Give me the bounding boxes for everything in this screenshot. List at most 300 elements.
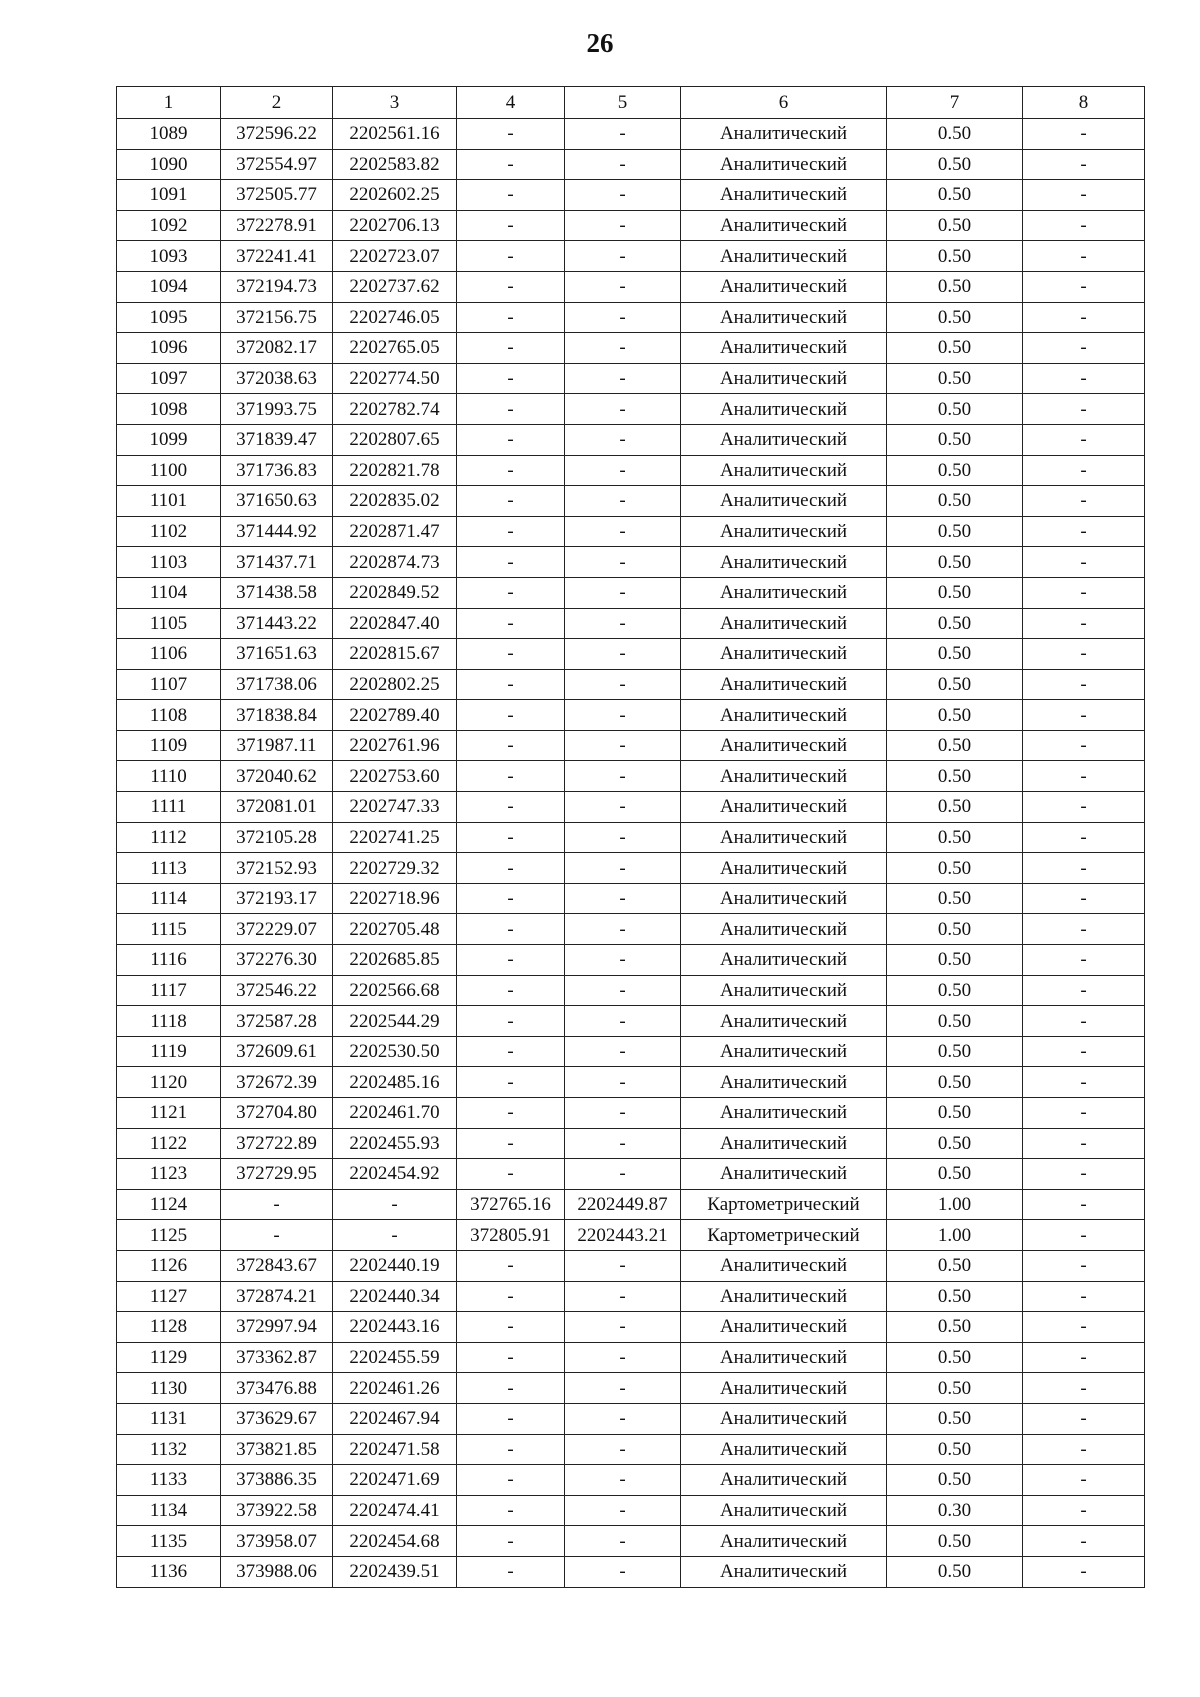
table-cell: 1126 bbox=[117, 1250, 221, 1281]
table-row bbox=[117, 1189, 1145, 1220]
table-cell: 2202544.29 bbox=[333, 1006, 457, 1037]
table-cell: 1127 bbox=[117, 1281, 221, 1312]
table-cell: - bbox=[221, 1220, 333, 1251]
table-cell: - bbox=[457, 486, 565, 517]
table-cell: - bbox=[457, 424, 565, 455]
table-cell: 2202847.40 bbox=[333, 608, 457, 639]
table-cell: - bbox=[565, 577, 681, 608]
table-cell: - bbox=[565, 792, 681, 823]
table-cell: 372505.77 bbox=[221, 180, 333, 211]
table-cell: 0.50 bbox=[887, 455, 1023, 486]
table-cell: 1133 bbox=[117, 1465, 221, 1496]
table-cell: 0.50 bbox=[887, 1403, 1023, 1434]
table-cell: 0.50 bbox=[887, 271, 1023, 302]
table-cell: - bbox=[565, 822, 681, 853]
table-row bbox=[117, 853, 1145, 884]
table-cell: - bbox=[457, 271, 565, 302]
table-cell: - bbox=[565, 1159, 681, 1190]
table-cell: - bbox=[457, 363, 565, 394]
table-cell: - bbox=[457, 149, 565, 180]
table-cell: 2202871.47 bbox=[333, 516, 457, 547]
table-cell: 1131 bbox=[117, 1403, 221, 1434]
table-cell: - bbox=[565, 1434, 681, 1465]
table-row bbox=[117, 1465, 1145, 1496]
table-row bbox=[117, 1006, 1145, 1037]
table-row bbox=[117, 1250, 1145, 1281]
table-cell: 0.50 bbox=[887, 1036, 1023, 1067]
table-cell: 372546.22 bbox=[221, 975, 333, 1006]
table-cell: 2202454.68 bbox=[333, 1526, 457, 1557]
table-cell: 1112 bbox=[117, 822, 221, 853]
table-cell: 2202443.21 bbox=[565, 1220, 681, 1251]
table-cell: 1094 bbox=[117, 271, 221, 302]
table-cell: Аналитический bbox=[681, 1434, 887, 1465]
table-cell: - bbox=[1023, 1526, 1145, 1557]
table-cell: 0.50 bbox=[887, 1526, 1023, 1557]
table-cell: 2202753.60 bbox=[333, 761, 457, 792]
table-cell: Аналитический bbox=[681, 822, 887, 853]
table-cell: - bbox=[457, 1067, 565, 1098]
table-cell: - bbox=[457, 761, 565, 792]
table-cell: 2202461.26 bbox=[333, 1373, 457, 1404]
table-cell: 371444.92 bbox=[221, 516, 333, 547]
table-cell: - bbox=[1023, 853, 1145, 884]
table-cell: - bbox=[457, 516, 565, 547]
table-row bbox=[117, 669, 1145, 700]
table-cell: - bbox=[457, 1556, 565, 1587]
table-cell: - bbox=[565, 1403, 681, 1434]
table-cell: - bbox=[565, 302, 681, 333]
table-cell: Аналитический bbox=[681, 486, 887, 517]
table-cell: 2202602.25 bbox=[333, 180, 457, 211]
table-cell: Аналитический bbox=[681, 455, 887, 486]
table-cell: 372587.28 bbox=[221, 1006, 333, 1037]
column-header: 2 bbox=[221, 87, 333, 119]
table-cell: - bbox=[457, 333, 565, 364]
table-row bbox=[117, 1556, 1145, 1587]
table-cell: 373988.06 bbox=[221, 1556, 333, 1587]
table-cell: Аналитический bbox=[681, 914, 887, 945]
table-cell: 0.50 bbox=[887, 1159, 1023, 1190]
table-cell: - bbox=[457, 241, 565, 272]
table-cell: 2202561.16 bbox=[333, 119, 457, 150]
table-cell: - bbox=[457, 700, 565, 731]
table-cell: - bbox=[565, 119, 681, 150]
table-cell: 1136 bbox=[117, 1556, 221, 1587]
table-cell: 0.50 bbox=[887, 241, 1023, 272]
table-cell: - bbox=[1023, 486, 1145, 517]
table-cell: - bbox=[1023, 333, 1145, 364]
table-row bbox=[117, 1036, 1145, 1067]
table-cell: - bbox=[565, 180, 681, 211]
table-cell: - bbox=[457, 1159, 565, 1190]
table-cell: 2202455.93 bbox=[333, 1128, 457, 1159]
table-cell: 0.50 bbox=[887, 853, 1023, 884]
table-cell: 1.00 bbox=[887, 1220, 1023, 1251]
table-cell: - bbox=[565, 1465, 681, 1496]
table-cell: 372278.91 bbox=[221, 210, 333, 241]
table-cell: 1125 bbox=[117, 1220, 221, 1251]
table-cell: Аналитический bbox=[681, 516, 887, 547]
table-cell: 0.50 bbox=[887, 180, 1023, 211]
table-row bbox=[117, 945, 1145, 976]
table-cell: 1128 bbox=[117, 1312, 221, 1343]
table-cell: 0.50 bbox=[887, 119, 1023, 150]
table-cell: 2202737.62 bbox=[333, 271, 457, 302]
table-cell: - bbox=[1023, 700, 1145, 731]
table-cell: 1098 bbox=[117, 394, 221, 425]
table-row bbox=[117, 516, 1145, 547]
table-cell: Аналитический bbox=[681, 1159, 887, 1190]
table-row bbox=[117, 363, 1145, 394]
table-cell: Аналитический bbox=[681, 1312, 887, 1343]
table-cell: - bbox=[1023, 730, 1145, 761]
table-cell: Аналитический bbox=[681, 700, 887, 731]
table-cell: - bbox=[565, 271, 681, 302]
table-cell: - bbox=[1023, 914, 1145, 945]
table-cell: Аналитический bbox=[681, 853, 887, 884]
table-cell: 2202705.48 bbox=[333, 914, 457, 945]
table-cell: - bbox=[565, 1006, 681, 1037]
table-cell: 2202874.73 bbox=[333, 547, 457, 578]
table-cell: - bbox=[1023, 119, 1145, 150]
table-cell: 2202718.96 bbox=[333, 883, 457, 914]
table-cell: 373886.35 bbox=[221, 1465, 333, 1496]
table-cell: 0.50 bbox=[887, 333, 1023, 364]
table-row bbox=[117, 1434, 1145, 1465]
table-cell: Аналитический bbox=[681, 424, 887, 455]
table-cell: 2202440.34 bbox=[333, 1281, 457, 1312]
table-cell: 1093 bbox=[117, 241, 221, 272]
table-cell: 2202774.50 bbox=[333, 363, 457, 394]
table-row bbox=[117, 486, 1145, 517]
table-cell: 2202583.82 bbox=[333, 149, 457, 180]
table-cell: Аналитический bbox=[681, 1495, 887, 1526]
table-cell: - bbox=[457, 577, 565, 608]
table-cell: - bbox=[565, 486, 681, 517]
table-cell: - bbox=[457, 547, 565, 578]
table-cell: - bbox=[1023, 1250, 1145, 1281]
table-cell: 0.50 bbox=[887, 730, 1023, 761]
table-cell: 0.50 bbox=[887, 1098, 1023, 1129]
table-cell: - bbox=[565, 1373, 681, 1404]
table-cell: 1.00 bbox=[887, 1189, 1023, 1220]
table-row bbox=[117, 1220, 1145, 1251]
table-cell: - bbox=[1023, 1373, 1145, 1404]
table-cell: 1106 bbox=[117, 639, 221, 670]
table-cell: 2202440.19 bbox=[333, 1250, 457, 1281]
table-cell: Аналитический bbox=[681, 883, 887, 914]
table-cell: - bbox=[565, 730, 681, 761]
table-cell: Аналитический bbox=[681, 363, 887, 394]
table-cell: - bbox=[457, 669, 565, 700]
table-cell: Аналитический bbox=[681, 1036, 887, 1067]
table-cell: - bbox=[457, 822, 565, 853]
table-cell: - bbox=[565, 149, 681, 180]
table-cell: - bbox=[457, 853, 565, 884]
table-cell: Аналитический bbox=[681, 1342, 887, 1373]
table-cell: - bbox=[457, 945, 565, 976]
table-cell: Аналитический bbox=[681, 1556, 887, 1587]
table-cell: 371736.83 bbox=[221, 455, 333, 486]
table-cell: 372229.07 bbox=[221, 914, 333, 945]
table-cell: - bbox=[457, 302, 565, 333]
table-cell: Аналитический bbox=[681, 1526, 887, 1557]
table-cell: 1116 bbox=[117, 945, 221, 976]
table-cell: 0.50 bbox=[887, 914, 1023, 945]
table-cell: - bbox=[565, 1098, 681, 1129]
table-cell: - bbox=[1023, 1465, 1145, 1496]
table-row bbox=[117, 149, 1145, 180]
table-cell: - bbox=[565, 1250, 681, 1281]
table-cell: 372672.39 bbox=[221, 1067, 333, 1098]
table-cell: 2202467.94 bbox=[333, 1403, 457, 1434]
table-cell: Аналитический bbox=[681, 1403, 887, 1434]
table-cell: 371443.22 bbox=[221, 608, 333, 639]
table-cell: 2202765.05 bbox=[333, 333, 457, 364]
table-cell: - bbox=[457, 1465, 565, 1496]
table-cell: 0.50 bbox=[887, 363, 1023, 394]
table-row bbox=[117, 761, 1145, 792]
table-cell: 1121 bbox=[117, 1098, 221, 1129]
table-cell: 372997.94 bbox=[221, 1312, 333, 1343]
table-cell: - bbox=[565, 333, 681, 364]
table-cell: Аналитический bbox=[681, 975, 887, 1006]
table-cell: Аналитический bbox=[681, 639, 887, 670]
table-cell: 1091 bbox=[117, 180, 221, 211]
table-row bbox=[117, 1098, 1145, 1129]
table-cell: Картометрический bbox=[681, 1220, 887, 1251]
table-cell: Аналитический bbox=[681, 1006, 887, 1037]
table-cell: Аналитический bbox=[681, 333, 887, 364]
table-cell: Аналитический bbox=[681, 669, 887, 700]
table-cell: 1123 bbox=[117, 1159, 221, 1190]
column-header: 6 bbox=[681, 87, 887, 119]
table-row bbox=[117, 1128, 1145, 1159]
table-cell: 2202566.68 bbox=[333, 975, 457, 1006]
table-row bbox=[117, 1312, 1145, 1343]
table-cell: 2202439.51 bbox=[333, 1556, 457, 1587]
table-row bbox=[117, 424, 1145, 455]
table-cell: - bbox=[457, 119, 565, 150]
table-cell: 372194.73 bbox=[221, 271, 333, 302]
table-cell: Аналитический bbox=[681, 1128, 887, 1159]
table-row bbox=[117, 1373, 1145, 1404]
table-row bbox=[117, 730, 1145, 761]
table-cell: 1134 bbox=[117, 1495, 221, 1526]
table-row bbox=[117, 455, 1145, 486]
table-cell: - bbox=[565, 1067, 681, 1098]
table-cell: - bbox=[565, 1312, 681, 1343]
table-cell: 372554.97 bbox=[221, 149, 333, 180]
table-cell: - bbox=[1023, 761, 1145, 792]
table-cell: 1102 bbox=[117, 516, 221, 547]
table-cell: 2202530.50 bbox=[333, 1036, 457, 1067]
table-cell: 0.50 bbox=[887, 639, 1023, 670]
table-cell: 2202789.40 bbox=[333, 700, 457, 731]
table-cell: Аналитический bbox=[681, 241, 887, 272]
table-cell: 1135 bbox=[117, 1526, 221, 1557]
table-cell: - bbox=[457, 1128, 565, 1159]
table-cell: - bbox=[457, 730, 565, 761]
table-row bbox=[117, 975, 1145, 1006]
table-cell: - bbox=[457, 639, 565, 670]
table-cell: 0.50 bbox=[887, 1128, 1023, 1159]
table-cell: 0.50 bbox=[887, 577, 1023, 608]
table-cell: 0.50 bbox=[887, 1006, 1023, 1037]
table-cell: - bbox=[457, 1098, 565, 1129]
table-cell: - bbox=[457, 1526, 565, 1557]
table-cell: Аналитический bbox=[681, 271, 887, 302]
table-cell: 1118 bbox=[117, 1006, 221, 1037]
table-cell: - bbox=[1023, 302, 1145, 333]
table-row bbox=[117, 119, 1145, 150]
table-cell: 0.50 bbox=[887, 945, 1023, 976]
table-cell: Аналитический bbox=[681, 577, 887, 608]
table-cell: 2202455.59 bbox=[333, 1342, 457, 1373]
table-row bbox=[117, 608, 1145, 639]
table-row bbox=[117, 180, 1145, 211]
table-row bbox=[117, 700, 1145, 731]
table-cell: 371438.58 bbox=[221, 577, 333, 608]
table-cell: 1119 bbox=[117, 1036, 221, 1067]
table-cell: - bbox=[1023, 975, 1145, 1006]
table-row bbox=[117, 883, 1145, 914]
table-cell: - bbox=[1023, 1098, 1145, 1129]
table-cell: - bbox=[1023, 1556, 1145, 1587]
table-row bbox=[117, 394, 1145, 425]
table-cell: Аналитический bbox=[681, 180, 887, 211]
table-cell: 0.50 bbox=[887, 1281, 1023, 1312]
table-cell: 372038.63 bbox=[221, 363, 333, 394]
table-cell: 372081.01 bbox=[221, 792, 333, 823]
table-cell: Аналитический bbox=[681, 394, 887, 425]
table-cell: 0.50 bbox=[887, 761, 1023, 792]
table-cell: - bbox=[1023, 394, 1145, 425]
table-cell: 1130 bbox=[117, 1373, 221, 1404]
table-cell: - bbox=[565, 639, 681, 670]
table-cell: 1124 bbox=[117, 1189, 221, 1220]
table-cell: 2202723.07 bbox=[333, 241, 457, 272]
table-cell: - bbox=[565, 1128, 681, 1159]
table-cell: - bbox=[457, 1036, 565, 1067]
page-number: 26 bbox=[586, 28, 614, 58]
table-cell: - bbox=[565, 700, 681, 731]
table-cell: 1092 bbox=[117, 210, 221, 241]
table-row bbox=[117, 792, 1145, 823]
table-cell: 371738.06 bbox=[221, 669, 333, 700]
table-cell: 2202454.92 bbox=[333, 1159, 457, 1190]
table-cell: 2202471.69 bbox=[333, 1465, 457, 1496]
table-cell: Аналитический bbox=[681, 302, 887, 333]
table-cell: - bbox=[1023, 1220, 1145, 1251]
table-cell: - bbox=[457, 455, 565, 486]
table-cell: 1096 bbox=[117, 333, 221, 364]
table-cell: 371838.84 bbox=[221, 700, 333, 731]
table-cell: 0.50 bbox=[887, 547, 1023, 578]
table-cell: 2202747.33 bbox=[333, 792, 457, 823]
table-cell: 371987.11 bbox=[221, 730, 333, 761]
table-cell: 372765.16 bbox=[457, 1189, 565, 1220]
table-cell: - bbox=[1023, 639, 1145, 670]
table-cell: 371651.63 bbox=[221, 639, 333, 670]
table-cell: 1115 bbox=[117, 914, 221, 945]
table-row bbox=[117, 822, 1145, 853]
table-cell: - bbox=[457, 883, 565, 914]
table-cell: Аналитический bbox=[681, 149, 887, 180]
table-cell: - bbox=[457, 1281, 565, 1312]
table-cell: - bbox=[1023, 1006, 1145, 1037]
header-row bbox=[117, 87, 1145, 119]
table-cell: - bbox=[1023, 1281, 1145, 1312]
table-cell: - bbox=[565, 914, 681, 945]
table-cell: Аналитический bbox=[681, 210, 887, 241]
table-cell: 1111 bbox=[117, 792, 221, 823]
table-cell: - bbox=[457, 1006, 565, 1037]
table-cell: 0.50 bbox=[887, 792, 1023, 823]
table-cell: Картометрический bbox=[681, 1189, 887, 1220]
table-cell: - bbox=[1023, 547, 1145, 578]
table-cell: 2202461.70 bbox=[333, 1098, 457, 1129]
table-cell: - bbox=[457, 1495, 565, 1526]
table-cell: 2202746.05 bbox=[333, 302, 457, 333]
table-cell: - bbox=[565, 1495, 681, 1526]
table-cell: 1105 bbox=[117, 608, 221, 639]
table-cell: 0.50 bbox=[887, 1373, 1023, 1404]
table-cell: - bbox=[1023, 1189, 1145, 1220]
table-row bbox=[117, 1159, 1145, 1190]
table-row bbox=[117, 241, 1145, 272]
table-cell: - bbox=[457, 180, 565, 211]
table-cell: Аналитический bbox=[681, 1281, 887, 1312]
table-cell: 0.50 bbox=[887, 700, 1023, 731]
table-cell: 0.50 bbox=[887, 1465, 1023, 1496]
table-cell: 372105.28 bbox=[221, 822, 333, 853]
table-cell: 371650.63 bbox=[221, 486, 333, 517]
table-cell: 372241.41 bbox=[221, 241, 333, 272]
table-cell: Аналитический bbox=[681, 792, 887, 823]
table-cell: 1089 bbox=[117, 119, 221, 150]
table-cell: - bbox=[1023, 241, 1145, 272]
table-cell: 1100 bbox=[117, 455, 221, 486]
coordinates-table bbox=[116, 86, 1145, 1588]
table-cell: Аналитический bbox=[681, 119, 887, 150]
table-cell: 0.50 bbox=[887, 883, 1023, 914]
table-cell: - bbox=[565, 1556, 681, 1587]
table-cell: 0.50 bbox=[887, 424, 1023, 455]
table-cell: Аналитический bbox=[681, 1465, 887, 1496]
table-row bbox=[117, 1281, 1145, 1312]
table-cell: 0.50 bbox=[887, 608, 1023, 639]
table-cell: - bbox=[1023, 1403, 1145, 1434]
table-cell: Аналитический bbox=[681, 945, 887, 976]
table-cell: 1132 bbox=[117, 1434, 221, 1465]
table-cell: 1090 bbox=[117, 149, 221, 180]
table-cell: - bbox=[565, 547, 681, 578]
table-cell: 1099 bbox=[117, 424, 221, 455]
table-cell: - bbox=[457, 914, 565, 945]
table-cell: - bbox=[1023, 669, 1145, 700]
table-cell: 2202729.32 bbox=[333, 853, 457, 884]
table-cell: 1114 bbox=[117, 883, 221, 914]
table-cell: 371437.71 bbox=[221, 547, 333, 578]
table-cell: 2202807.65 bbox=[333, 424, 457, 455]
table-cell: 2202761.96 bbox=[333, 730, 457, 761]
table-cell: - bbox=[565, 210, 681, 241]
table-row bbox=[117, 547, 1145, 578]
table-cell: - bbox=[1023, 363, 1145, 394]
table-cell: 1122 bbox=[117, 1128, 221, 1159]
